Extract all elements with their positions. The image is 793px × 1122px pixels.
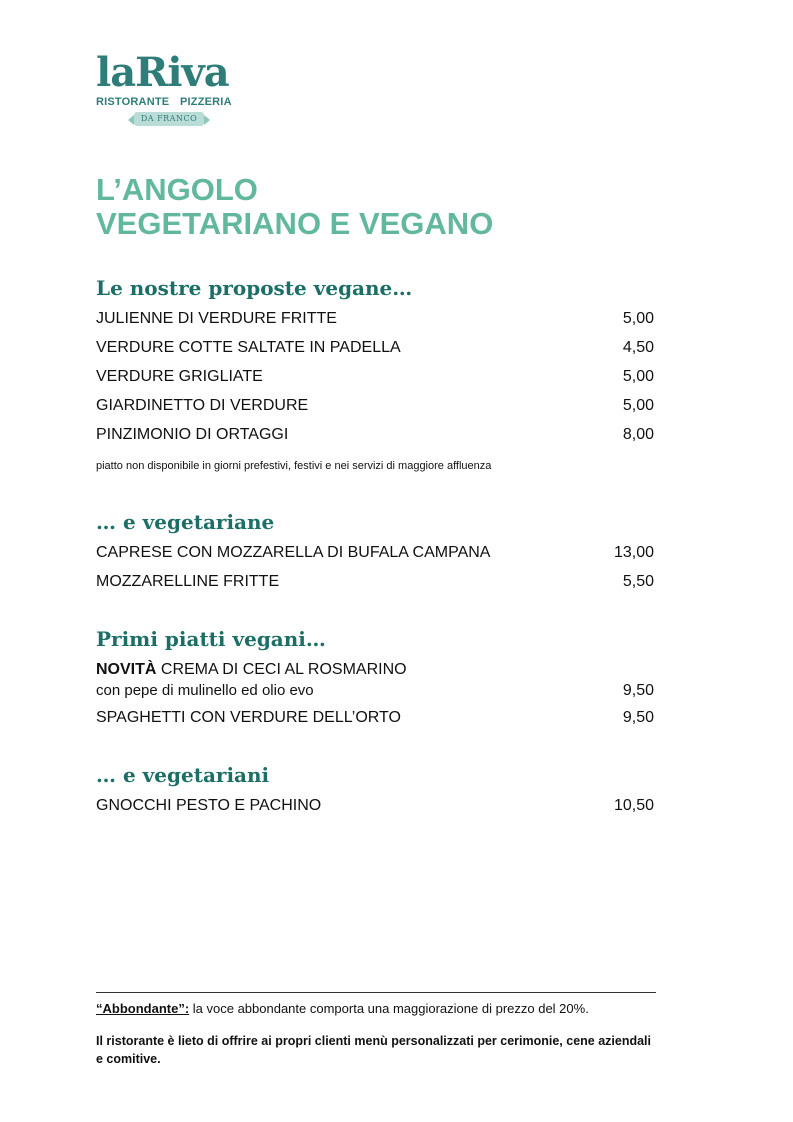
item-name: GIARDINETTO DI VERDURE (96, 397, 309, 414)
menu-item (96, 708, 654, 728)
logo-pizzeria: PIZZERIA (180, 96, 232, 108)
item-price: 9,50 (622, 682, 654, 699)
item-name: JULIENNE DI VERDURE FRITTE (96, 310, 337, 327)
item-price: 5,00 (622, 368, 654, 385)
abbondante-label: “Abbondante”: (96, 1001, 190, 1016)
section-heading-vegetarian: … e vegetariane (96, 510, 275, 534)
item-price: 10,50 (613, 797, 654, 814)
menu-item (96, 367, 654, 387)
item-name: SPAGHETTI CON VERDURE DELL’ORTO (96, 709, 401, 726)
menu-item (96, 338, 654, 358)
item-price: 5,00 (622, 310, 654, 327)
menu-item (96, 309, 654, 329)
menu-item (96, 543, 654, 563)
section-heading-vegan-first-courses: Primi piatti vegani… (96, 627, 326, 651)
item-name: CAPRESE CON MOZZARELLA DI BUFALA CAMPANA (96, 544, 491, 561)
menu-item (96, 681, 654, 701)
item-name: CREMA DI CECI AL ROSMARINO (156, 661, 407, 678)
page-title (96, 173, 493, 241)
restaurant-logo (96, 50, 246, 132)
menu-item-title (96, 660, 407, 680)
menu-item (96, 396, 654, 416)
item-price: 13,00 (613, 544, 654, 561)
abbondante-note (96, 1001, 589, 1017)
item-name: GNOCCHI PESTO E PACHINO (96, 797, 322, 814)
item-name: PINZIMONIO DI ORTAGGI (96, 426, 289, 443)
item-price: 5,50 (622, 573, 654, 590)
section-heading-vegetarian-first-courses: … e vegetariani (96, 763, 270, 787)
item-price: 4,50 (622, 339, 654, 356)
item-name: VERDURE COTTE SALTATE IN PADELLA (96, 339, 401, 356)
item-price: 5,00 (622, 397, 654, 414)
menu-item (96, 796, 654, 816)
abbondante-text: la voce abbondante comporta una maggiorazione di prezzo del 20%. (189, 1001, 589, 1016)
logo-ribbon: DA FRANCO (134, 112, 204, 126)
logo-wordmark: laRiva (96, 49, 229, 96)
item-price: 8,00 (622, 426, 654, 443)
menu-item (96, 425, 654, 445)
availability-note: piatto non disponibile in giorni prefestivi, festivi e nei servizi di maggiore affluenza (96, 460, 492, 472)
item-name: MOZZARELLINE FRITTE (96, 573, 280, 590)
footer-divider (96, 992, 656, 993)
section-heading-vegan-proposals: Le nostre proposte vegane… (96, 276, 413, 300)
item-name: VERDURE GRIGLIATE (96, 368, 263, 385)
new-badge: NOVITÀ (96, 661, 157, 678)
item-description: con pepe di mulinello ed olio evo (96, 682, 314, 699)
title-line-2: VEGETARIANO E VEGANO (96, 206, 494, 241)
menu-item (96, 572, 654, 592)
custom-menu-note: Il ristorante è lieto di offrire ai propri clienti menù personalizzati per cerimonie, cene aziendali e comitive. (96, 1034, 652, 1066)
logo-ristorante: RISTORANTE (96, 96, 170, 108)
item-price: 9,50 (622, 709, 654, 726)
title-line-1: L’ANGOLO (96, 172, 258, 207)
